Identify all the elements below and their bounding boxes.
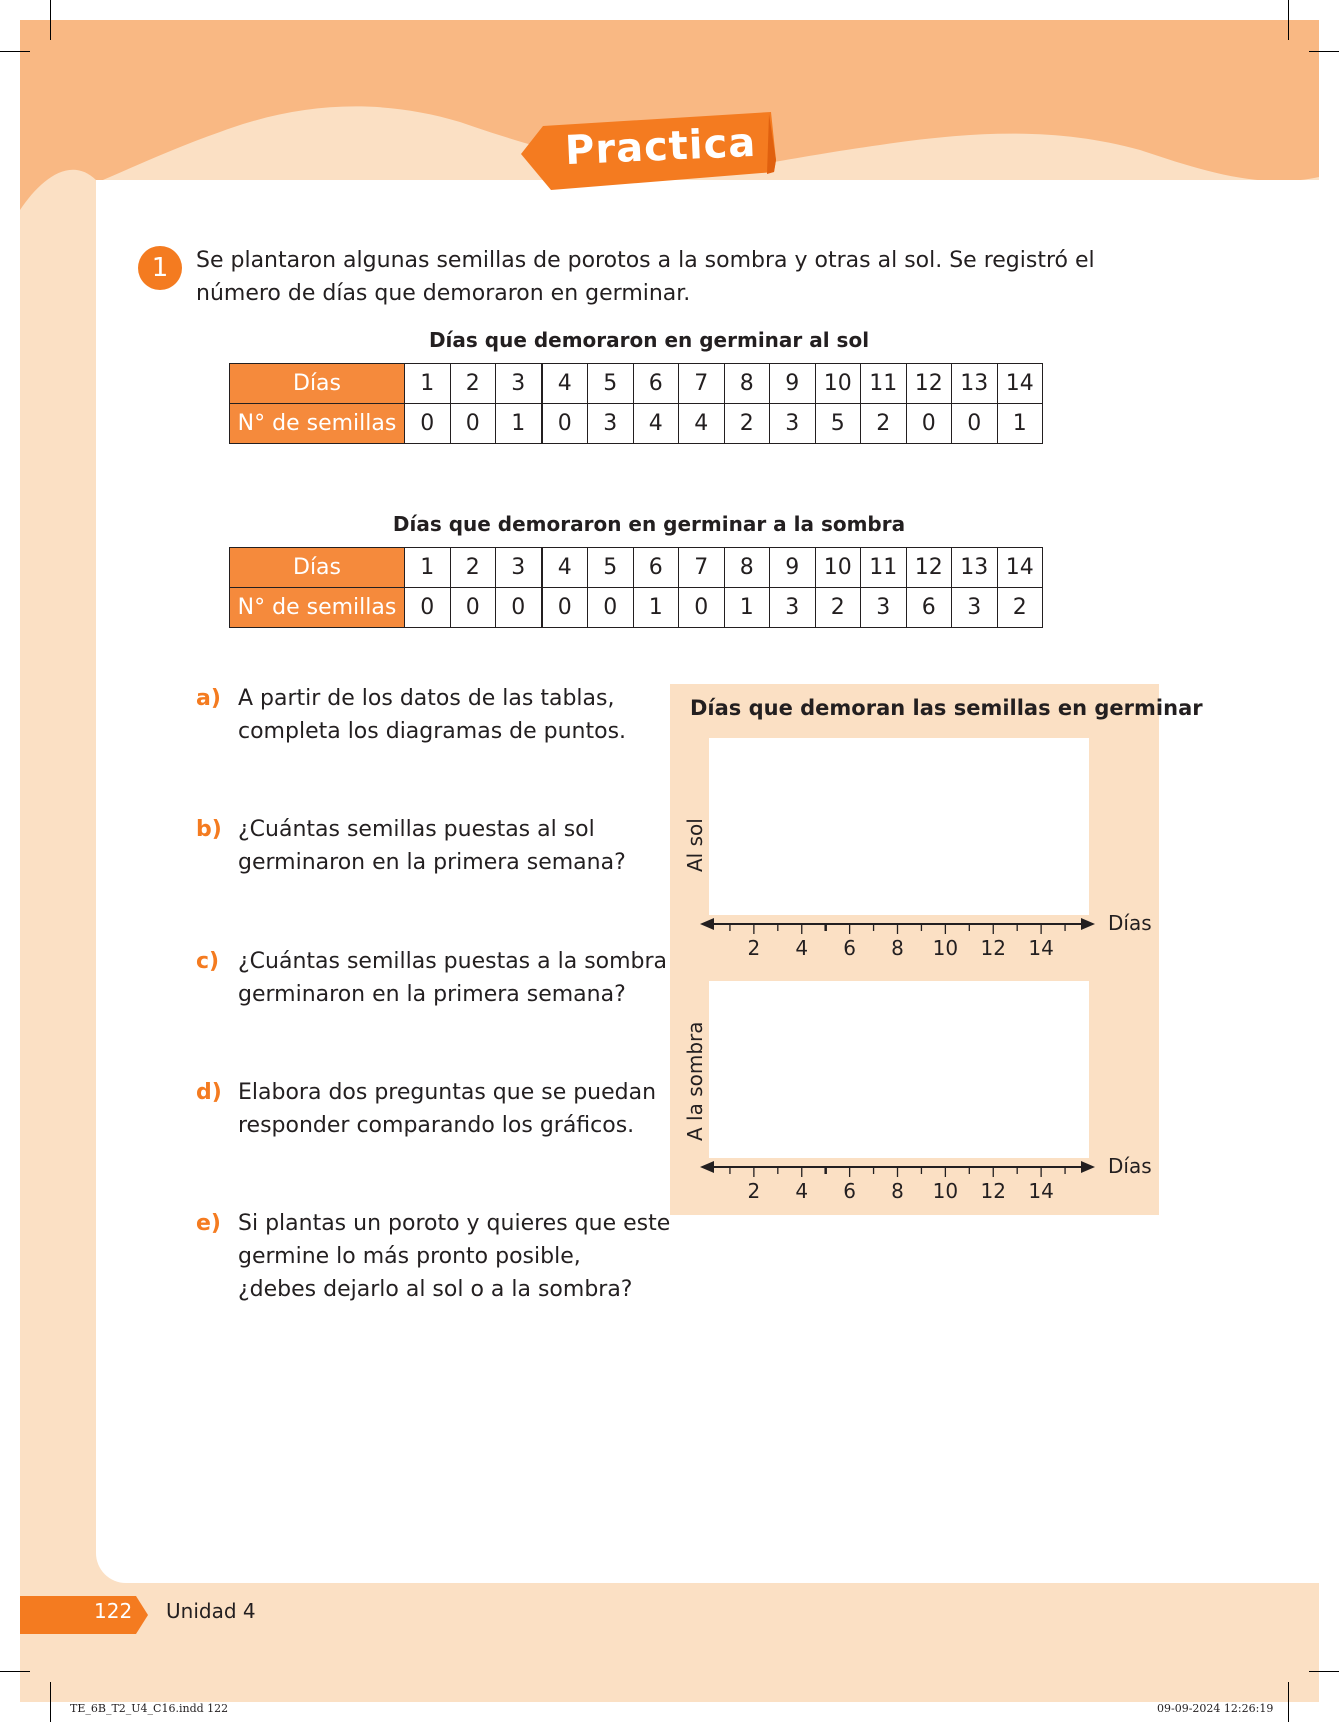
day-cell: 1 — [405, 548, 451, 588]
seed-count-cell: 0 — [496, 588, 542, 628]
tick-label: 4 — [795, 1179, 809, 1203]
seed-count-cell: 2 — [815, 588, 861, 628]
row-header: N° de semillas — [230, 404, 405, 444]
question-label: a) — [196, 686, 221, 711]
print-slug-file: TE_6B_T2_U4_C16.indd 122 — [70, 1702, 229, 1715]
tick-label: 8 — [891, 1179, 904, 1203]
axis-arrow-right-icon — [1081, 1161, 1095, 1173]
tick-label: 10 — [932, 936, 959, 960]
section-title: Practica — [564, 119, 758, 175]
question-line: Si plantas un poroto y quieres que este — [238, 1211, 671, 1236]
question-line: responder comparando los gráficos. — [238, 1113, 635, 1138]
seed-count-cell: 0 — [679, 588, 725, 628]
seed-count-cell: 0 — [542, 404, 588, 444]
seed-count-cell: 0 — [542, 588, 588, 628]
seed-count-cell: 4 — [633, 404, 679, 444]
x-axis-label-sun: Días — [1108, 911, 1152, 935]
crop-mark — [0, 51, 30, 52]
seed-count-cell: 4 — [679, 404, 725, 444]
page-number: 122 — [94, 1599, 133, 1623]
seed-count-cell: 5 — [815, 404, 861, 444]
table-title-shade: Días que demoraron en germinar a la sombra — [392, 512, 906, 536]
day-cell: 4 — [542, 364, 588, 404]
seed-count-cell: 2 — [997, 588, 1043, 628]
day-cell: 3 — [496, 364, 542, 404]
row-header: N° de semillas — [230, 588, 405, 628]
question-line: completa los diagramas de puntos. — [238, 719, 627, 744]
question-line: ¿Cuántas semillas puestas a la sombra — [238, 949, 668, 974]
seed-count-cell: 1 — [997, 404, 1043, 444]
x-axis-label-shade: Días — [1108, 1154, 1152, 1178]
tick-label: 14 — [1028, 1179, 1054, 1203]
crop-mark — [1288, 0, 1289, 40]
axis-arrow-left-icon — [700, 918, 714, 930]
print-slug-date: 09-09-2024 12:26:19 — [1157, 1702, 1274, 1715]
y-axis-label-sun: Al sol — [683, 818, 707, 872]
plot-area-shade[interactable] — [709, 981, 1089, 1158]
seed-count-cell: 0 — [405, 404, 451, 444]
seed-count-cell: 3 — [952, 588, 998, 628]
unit-label: Unidad 4 — [166, 1599, 256, 1623]
exercise-intro: Se plantaron algunas semillas de porotos a la sombra y otras al sol. Se registró el número de días que demoraron en germinar. — [196, 248, 1095, 306]
day-cell: 6 — [633, 548, 679, 588]
day-cell: 3 — [496, 548, 542, 588]
day-cell: 13 — [952, 548, 998, 588]
x-axis-shade — [690, 1151, 1110, 1211]
day-cell: 7 — [679, 548, 725, 588]
tick-label: 2 — [747, 1179, 761, 1203]
seed-count-cell: 0 — [405, 588, 451, 628]
question-line: ¿debes dejarlo al sol o a la sombra? — [238, 1277, 633, 1302]
header-band-curve — [20, 130, 100, 210]
seed-count-cell: 0 — [952, 404, 998, 444]
chart-title: Días que demoran las semillas en germinar — [690, 696, 1203, 720]
table-title-sun: Días que demoraron en germinar al sol — [428, 328, 870, 352]
axis-arrow-left-icon — [700, 1161, 714, 1173]
seed-count-cell: 1 — [633, 588, 679, 628]
seed-count-cell: 3 — [861, 588, 907, 628]
seed-count-cell: 0 — [588, 588, 634, 628]
question-label: d) — [196, 1080, 222, 1105]
question-label: e) — [196, 1211, 221, 1236]
tick-label: 6 — [843, 1179, 856, 1203]
tick-label: 8 — [891, 936, 904, 960]
question-line: germinaron en la primera semana? — [238, 850, 626, 875]
crop-mark — [1309, 51, 1339, 52]
day-cell: 10 — [815, 364, 861, 404]
day-cell: 11 — [861, 364, 907, 404]
question-label: c) — [196, 949, 220, 974]
tick-label: 14 — [1028, 936, 1054, 960]
day-cell: 4 — [542, 548, 588, 588]
seed-count-cell: 0 — [450, 404, 496, 444]
day-cell: 11 — [861, 548, 907, 588]
seed-count-cell: 1 — [724, 588, 770, 628]
day-cell: 2 — [450, 548, 496, 588]
row-header: Días — [230, 364, 405, 404]
seed-count-cell: 3 — [588, 404, 634, 444]
tick-label: 4 — [795, 936, 809, 960]
question-line: germine lo más pronto posible, — [238, 1244, 581, 1269]
seed-count-cell: 2 — [724, 404, 770, 444]
seed-count-cell: 1 — [496, 404, 542, 444]
day-cell: 12 — [906, 364, 952, 404]
day-cell: 12 — [906, 548, 952, 588]
tick-label: 12 — [980, 936, 1006, 960]
x-axis-sun — [690, 908, 1110, 968]
crop-mark — [0, 1671, 30, 1672]
question-line: Elabora dos preguntas que se puedan — [238, 1080, 657, 1105]
day-cell: 10 — [815, 548, 861, 588]
table-shade — [229, 547, 1043, 628]
seed-count-cell: 0 — [906, 404, 952, 444]
tick-label: 2 — [747, 936, 761, 960]
question-line: ¿Cuántas semillas puestas al sol — [238, 817, 595, 842]
tick-label: 6 — [843, 936, 856, 960]
question-line: A partir de los datos de las tablas, — [238, 686, 615, 711]
table-row-days — [230, 364, 1043, 404]
exercise-number-badge: 1 — [138, 246, 182, 290]
seed-count-cell: 3 — [770, 588, 816, 628]
tick-label: 12 — [980, 1179, 1006, 1203]
question-line: germinaron en la primera semana? — [238, 982, 626, 1007]
seed-count-cell: 2 — [861, 404, 907, 444]
seed-count-cell: 0 — [450, 588, 496, 628]
crop-mark — [50, 0, 51, 40]
crop-mark — [1288, 1682, 1289, 1722]
tick-label: 10 — [932, 1179, 959, 1203]
day-cell: 7 — [679, 364, 725, 404]
axis-arrow-right-icon — [1081, 918, 1095, 930]
table-row-days — [230, 548, 1043, 588]
day-cell: 2 — [450, 364, 496, 404]
day-cell: 1 — [405, 364, 451, 404]
day-cell: 9 — [770, 548, 816, 588]
seed-count-cell: 6 — [906, 588, 952, 628]
table-row-seeds — [230, 588, 1043, 628]
day-cell: 13 — [952, 364, 998, 404]
crop-mark — [1309, 1671, 1339, 1672]
seed-count-cell: 3 — [770, 404, 816, 444]
y-axis-label-shade: A la sombra — [683, 1021, 707, 1141]
question-label: b) — [196, 817, 222, 842]
day-cell: 14 — [997, 548, 1043, 588]
day-cell: 6 — [633, 364, 679, 404]
crop-mark — [50, 1682, 51, 1722]
day-cell: 14 — [997, 364, 1043, 404]
day-cell: 5 — [588, 548, 634, 588]
day-cell: 8 — [724, 364, 770, 404]
table-row-seeds — [230, 404, 1043, 444]
day-cell: 9 — [770, 364, 816, 404]
row-header: Días — [230, 548, 405, 588]
table-sun — [229, 363, 1043, 444]
day-cell: 8 — [724, 548, 770, 588]
day-cell: 5 — [588, 364, 634, 404]
plot-area-sun[interactable] — [709, 738, 1089, 915]
